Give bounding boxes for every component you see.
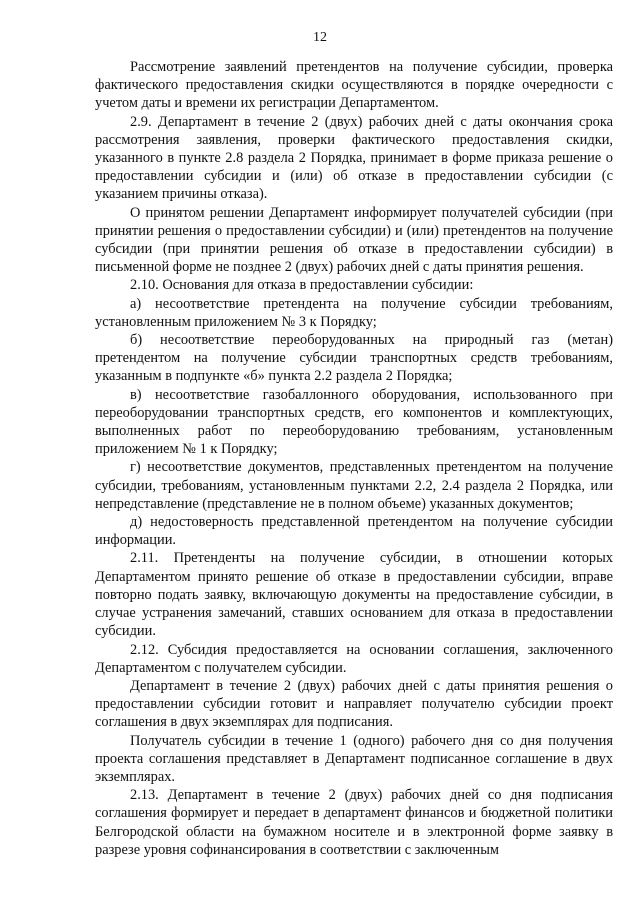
paragraph-2-12: 2.12. Субсидия предоставляется на основании соглашения, заключенного Департаментом с получателем субсидии.: [95, 641, 613, 676]
paragraph-2-10-d: д) недостоверность представленной претендентом на получение субсидии информации.: [95, 514, 613, 549]
paragraph-agreement-draft: Департамент в течение 2 (двух) рабочих дней с даты принятия решения о предоставлении субсидии готовит и направляет получателю субсидии проект соглашения в двух экземплярах для подписания.: [95, 677, 613, 731]
paragraph-2-10-b: б) несоответствие переоборудованных на природный газ (метан) претендентом на получение субсидии транспортных средств требованиям, указанным в подпункте «б» пункта 2.2 раздела 2 Порядка;: [95, 332, 613, 385]
document-body: [95, 58, 613, 859]
paragraph-2-11: 2.11. Претенденты на получение субсидии, в отношении которых Департаментом принято решение об отказе в предоставлении субсидии, вправе повторно подать заявку, включающую документы на предоставление субсидии, в случае устранения замечаний, ставших основанием для отказа в предоставлении субсидии.: [95, 550, 613, 640]
paragraph-signed-agreement: Получатель субсидии в течение 1 (одного) рабочего дня со дня получения проекта соглашения представляет в Департамент подписанное соглашение в двух экземплярах.: [95, 732, 613, 785]
page-number: 12: [313, 30, 327, 45]
paragraph-review-order: Рассмотрение заявлений претендентов на получение субсидии, проверка фактического предоставления скидки осуществляются в порядке очередности с учетом даты и времени их регистрации Департаментом.: [95, 59, 613, 112]
paragraph-2-10: 2.10. Основания для отказа в предоставлении субсидии:: [130, 277, 474, 294]
paragraph-notification: О принятом решении Департамент информирует получателей субсидии (при принятии решения о предоставлении субсидии) и (или) претендентов на получение субсидии (при принятии решения об отказе в предоставлении субсидии) в письменной форме не позднее 2 (двух) рабочих дней с даты принятия решения.: [95, 204, 613, 276]
paragraph-2-13: 2.13. Департамент в течение 2 (двух) рабочих дней со дня подписания соглашения формирует и передает в департамент финансов и бюджетной политики Белгородской области на бумажном носителе и в электронной форме заявку в разрезе уровня софинансирования в соответствии с заключенным: [95, 787, 613, 858]
paragraph-2-10-a: а) несоответствие претендента на получение субсидии требованиям, установленным приложением № 3 к Порядку;: [95, 295, 613, 330]
paragraph-2-10-g: г) несоответствие документов, представленных претендентом на получение субсидии, требованиям, установленным пунктами 2.2, 2.4 раздела 2 Порядка, или непредставление (представление не в полном объеме) указанных документов;: [95, 459, 613, 512]
paragraph-2-9: 2.9. Департамент в течение 2 (двух) рабочих дней с даты окончания срока рассмотрения заявления, проверки фактического предоставления скидки, указанного в пункте 2.8 раздела 2 Порядка, принимает в форме приказа решение о предоставлении субсидии и (или) об отказе в предоставлении субсидии (с указанием причины отказа).: [95, 113, 613, 203]
paragraph-2-10-v: в) несоответствие газобаллонного оборудования, использованного при переоборудовании транспортных средств, его компонентов и комплектующих, выполненных работ по переоборудованию требованиям, установленным приложением № 1 к Порядку;: [95, 386, 613, 458]
